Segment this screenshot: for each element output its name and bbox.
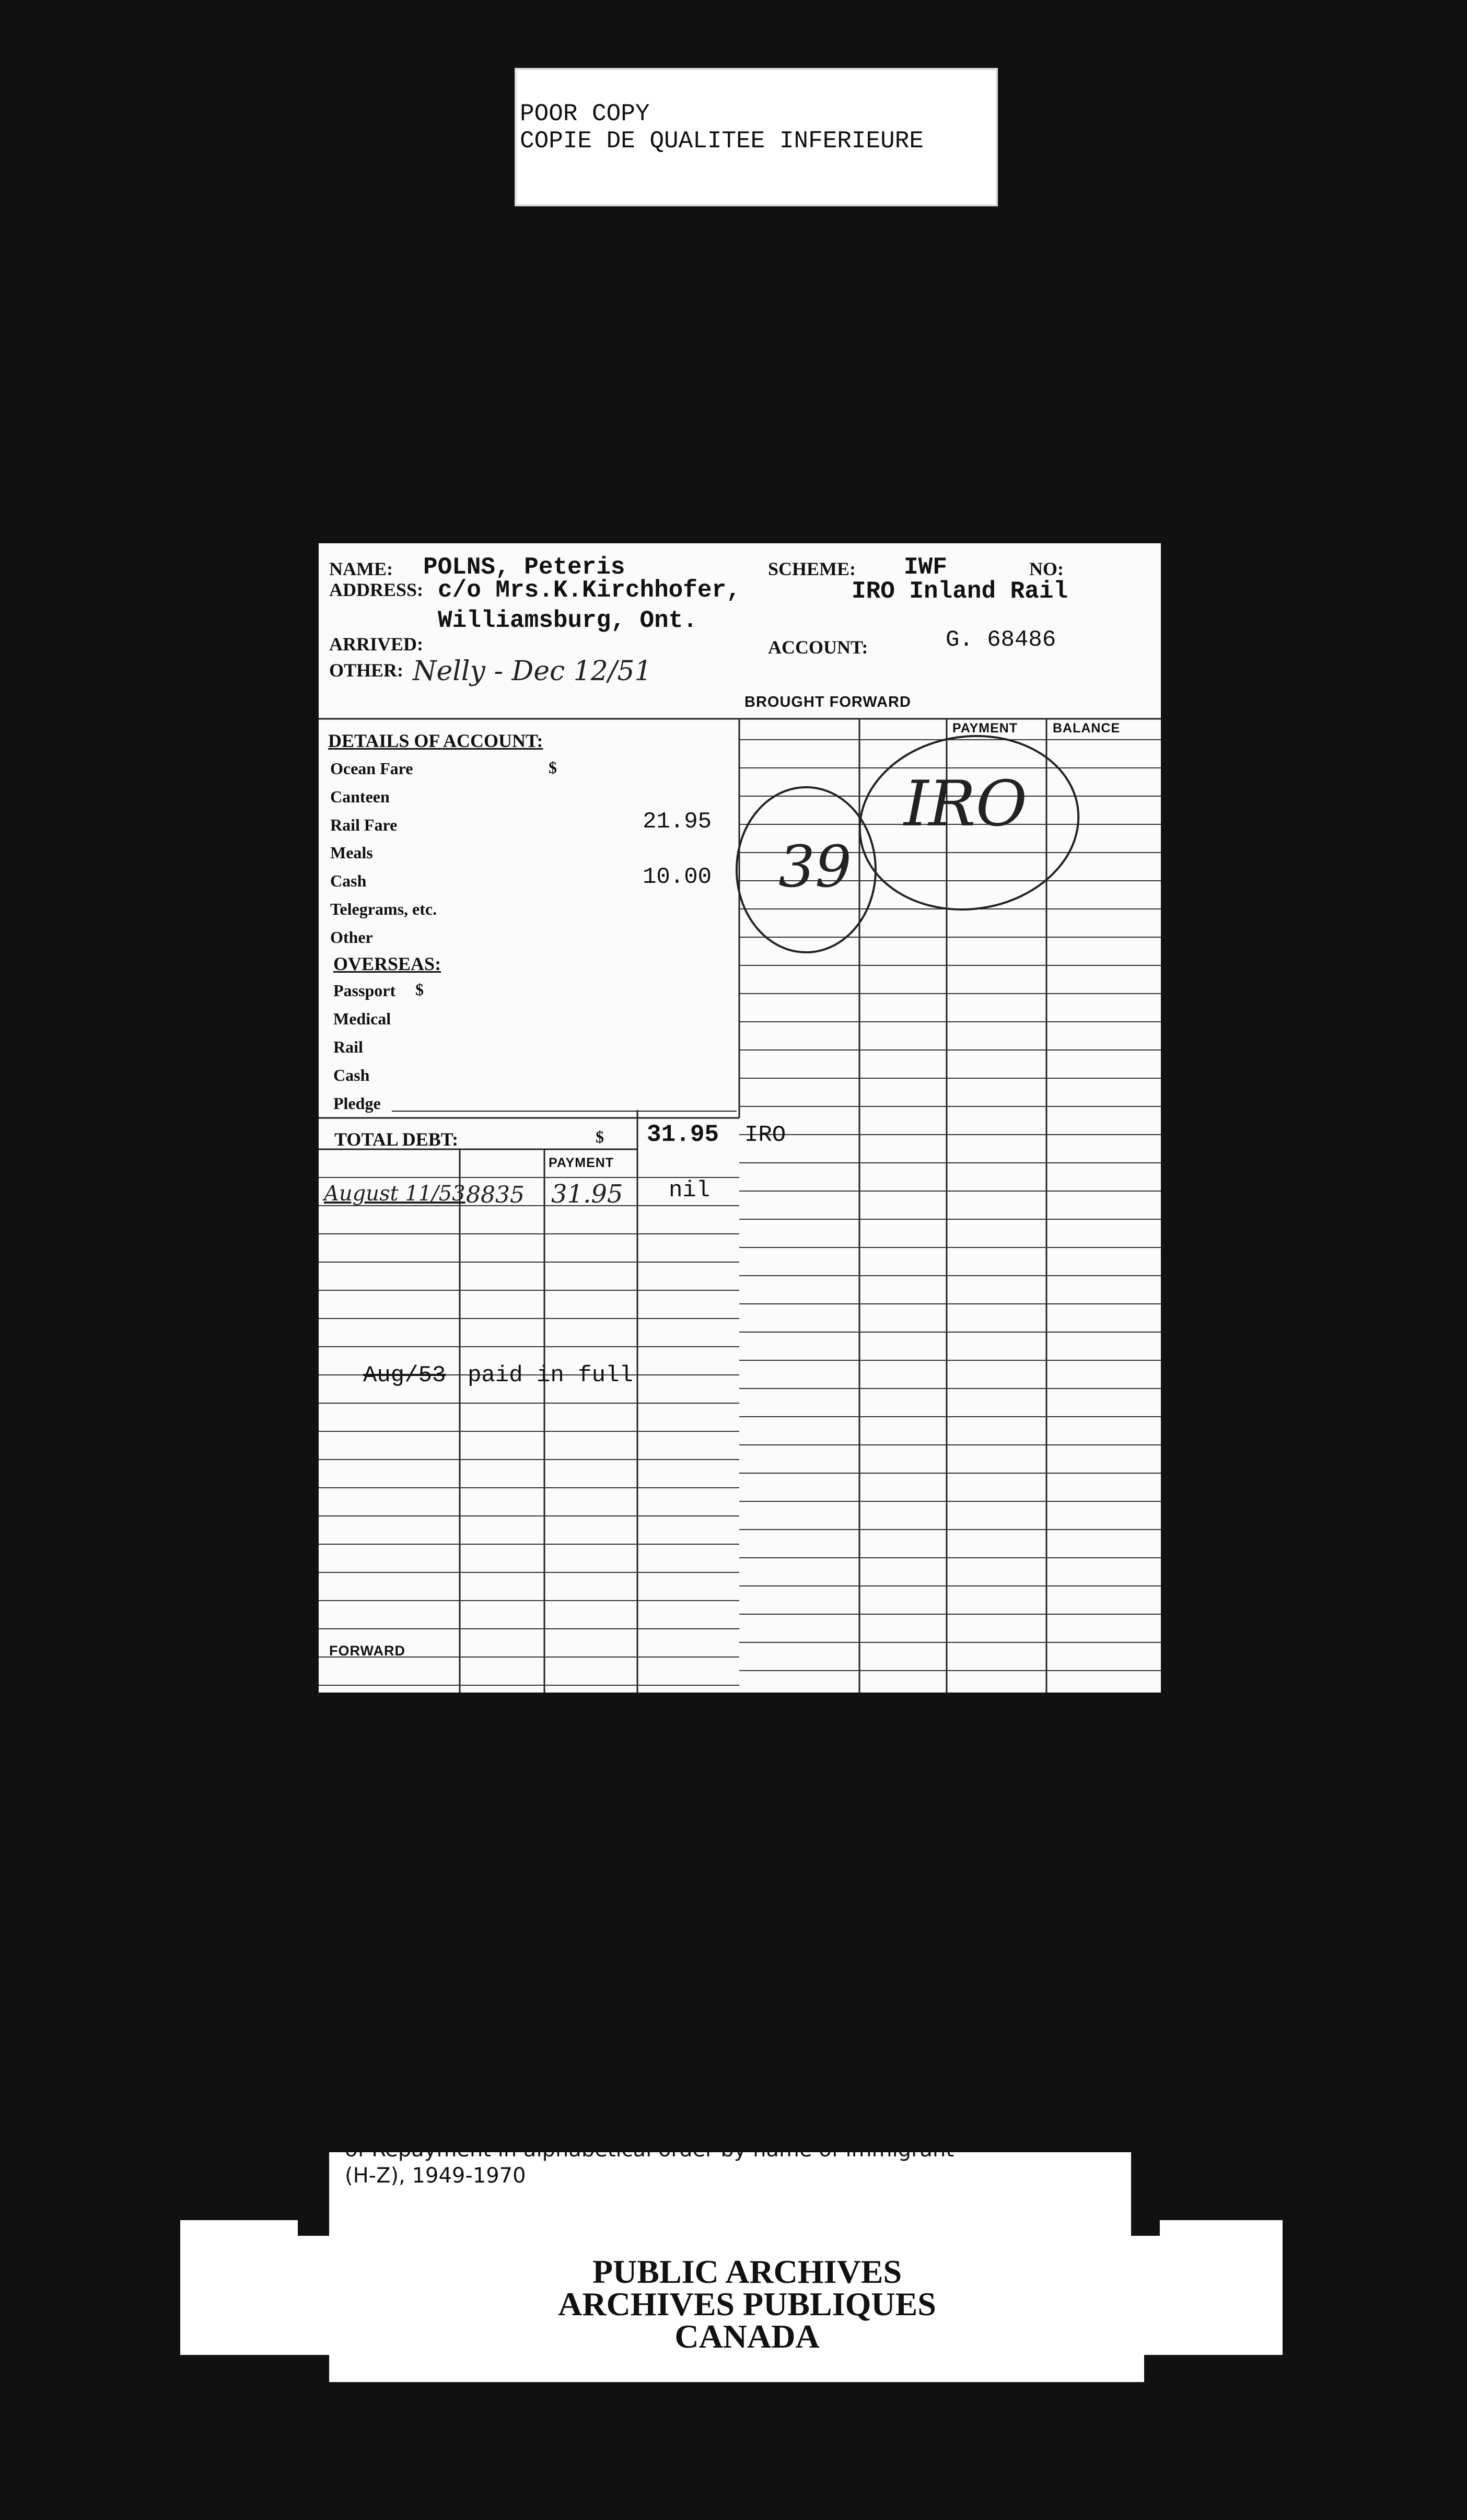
stamp-line-3: CANADA: [674, 2318, 820, 2355]
paid-date: Aug/53: [363, 1362, 446, 1389]
brought-forward-label: BROUGHT FORWARD: [744, 694, 911, 710]
arrived-label: ARRIVED:: [329, 634, 423, 655]
overseas-pledge: Pledge: [333, 1094, 381, 1113]
cash-amount: 10.00: [643, 864, 712, 890]
balance-header: BALANCE: [1053, 721, 1121, 736]
circled-iro: IRO: [904, 768, 1028, 841]
ledger-grid: [319, 543, 1161, 1693]
scheme-line-2: IRO Inland Rail: [852, 578, 1068, 605]
total-debt-dollar: $: [596, 1127, 604, 1146]
detail-telegrams: Telegrams, etc.: [330, 900, 437, 918]
notice-line-2: COPIE DE QUALITEE INFERIEURE: [520, 127, 924, 155]
poor-copy-notice: [515, 68, 998, 206]
stamp-line-1: PUBLIC ARCHIVES: [592, 2253, 902, 2290]
address-label: ADDRESS:: [329, 579, 424, 600]
forward-label: FORWARD: [329, 1643, 405, 1659]
ledger-date: August 11/53: [324, 1182, 465, 1206]
total-debt-label: TOTAL DEBT:: [334, 1129, 459, 1150]
payment-header: PAYMENT: [952, 721, 1018, 736]
detail-canteen: Canteen: [330, 787, 390, 806]
total-debt-amount: 31.95: [647, 1121, 719, 1148]
detail-cash: Cash: [330, 871, 367, 890]
other-value: Nelly - Dec 12/51: [413, 656, 652, 687]
paid-note: paid in full: [468, 1362, 633, 1389]
ledger-balance: nil: [669, 1177, 711, 1204]
caption-line-1: MG 28 V 120, 5. C.L.W.R. Personal Files-Loans and Record: [345, 2111, 946, 2136]
account-label: ACCOUNT:: [768, 637, 868, 658]
other-label: OTHER:: [329, 660, 404, 681]
payment-column-header: PAYMENT: [549, 1156, 614, 1170]
detail-other: Other: [330, 928, 373, 947]
name-value: POLNS, Peteris: [423, 554, 625, 581]
total-debt-note: IRO: [744, 1122, 786, 1148]
overseas-medical: Medical: [333, 1009, 391, 1028]
overseas-cash: Cash: [333, 1066, 370, 1084]
scheme-value: IWF: [904, 554, 947, 581]
detail-rail-fare: Rail Fare: [330, 815, 398, 834]
details-label: DETAILS OF ACCOUNT:: [328, 730, 543, 751]
ocean-fare-dollar: $: [549, 758, 557, 777]
ledger-payment: 31.95: [551, 1180, 623, 1209]
stamp-line-2: ARCHIVES PUBLIQUES: [558, 2285, 936, 2323]
rail-fare-amount: 21.95: [643, 809, 712, 835]
notice-line-1: POOR COPY: [520, 100, 650, 127]
address-line-2: Williamsburg, Ont.: [438, 607, 697, 634]
passport-dollar: $: [415, 980, 424, 999]
scheme-label: SCHEME:: [768, 558, 856, 579]
archive-caption: [345, 2110, 1128, 2189]
name-label: NAME:: [329, 558, 393, 579]
caption-line-2: of Repayment in alphabetical order by name of immigrant: [345, 2138, 954, 2162]
overseas-rail: Rail: [333, 1037, 363, 1056]
account-value: G. 68486: [946, 627, 1056, 653]
overseas-passport: Passport: [333, 981, 396, 1000]
circled-number: 39: [778, 833, 852, 900]
ledger-receipt: 8835: [466, 1182, 525, 1208]
overseas-label: OVERSEAS:: [333, 953, 441, 974]
caption-line-3: (H-Z), 1949-1970: [345, 2164, 526, 2188]
no-label: NO:: [1029, 558, 1064, 579]
public-archives-stamp: [434, 2253, 1061, 2355]
detail-ocean-fare: Ocean Fare: [330, 759, 413, 778]
detail-meals: Meals: [330, 843, 373, 862]
address-line-1: c/o Mrs.K.Kirchhofer,: [438, 577, 741, 604]
ledger-card: [319, 543, 1161, 1693]
